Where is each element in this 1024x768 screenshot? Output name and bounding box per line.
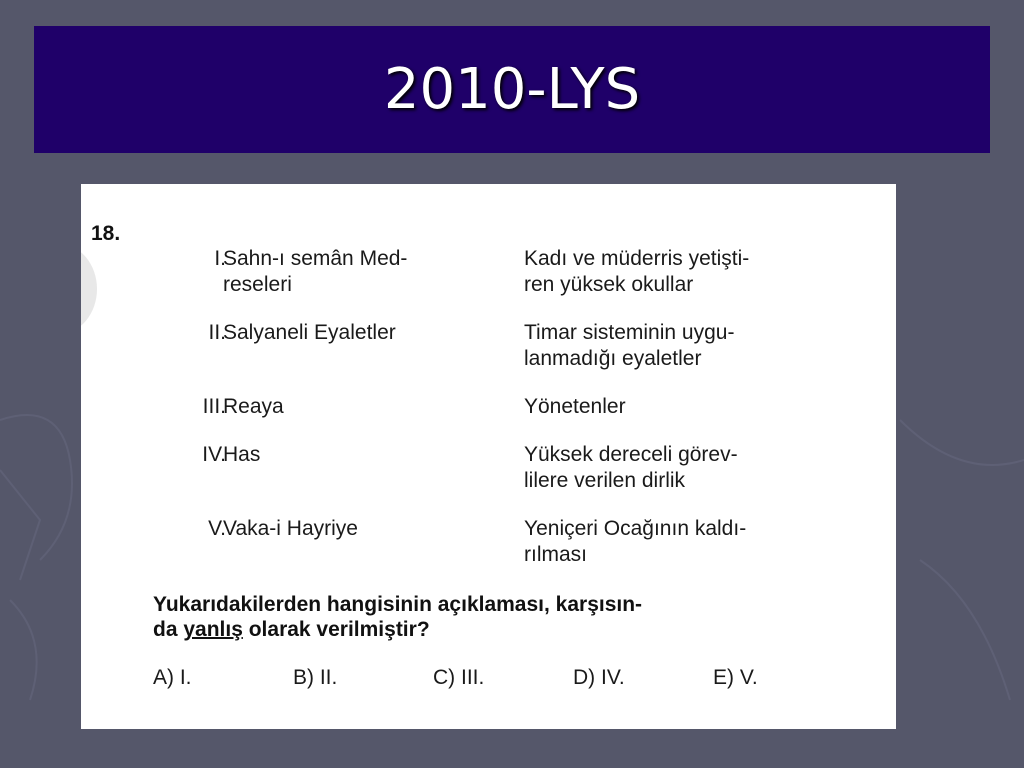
- option-c[interactable]: C) III.: [433, 666, 485, 689]
- option-b[interactable]: B) II.: [293, 666, 338, 689]
- item-roman: II.: [208, 321, 226, 344]
- item-term: Sahn-ı semân Med- reseleri: [223, 247, 408, 296]
- item-term: Vaka-i Hayriye: [223, 517, 358, 540]
- item-roman: I.: [214, 247, 226, 270]
- slide-title: 2010-LYS: [383, 57, 641, 122]
- question-prompt: [153, 592, 873, 642]
- item-description: Yüksek dereceli görev- lilere verilen dirlik: [524, 443, 738, 492]
- title-bar: [34, 26, 990, 153]
- item-roman: V.: [208, 517, 226, 540]
- emphasis-word: yanlış: [183, 618, 243, 641]
- prompt-line-2: da yanlış olarak verilmiştir?: [153, 618, 430, 641]
- item-description: Timar sisteminin uygu- lanmadığı eyaletler: [524, 321, 735, 370]
- item-roman: IV.: [202, 443, 226, 466]
- item-description: Yeniçeri Ocağının kaldı- rılması: [524, 517, 747, 566]
- option-a[interactable]: A) I.: [153, 666, 192, 689]
- prompt-line-1: Yukarıdakilerden hangisinin açıklaması, karşısın-: [153, 593, 643, 616]
- question-image: [81, 184, 896, 729]
- option-e[interactable]: E) V.: [713, 666, 758, 689]
- item-term: Has: [223, 443, 261, 466]
- item-roman: III.: [202, 395, 226, 418]
- item-term: Salyaneli Eyaletler: [223, 321, 396, 344]
- item-description: Yönetenler: [524, 395, 626, 418]
- question-number: 18.: [91, 222, 121, 245]
- item-term: Reaya: [223, 395, 284, 418]
- scan-artifact: [81, 244, 97, 334]
- item-description: Kadı ve müderris yetişti- ren yüksek okullar: [524, 247, 750, 296]
- option-d[interactable]: D) IV.: [573, 666, 625, 689]
